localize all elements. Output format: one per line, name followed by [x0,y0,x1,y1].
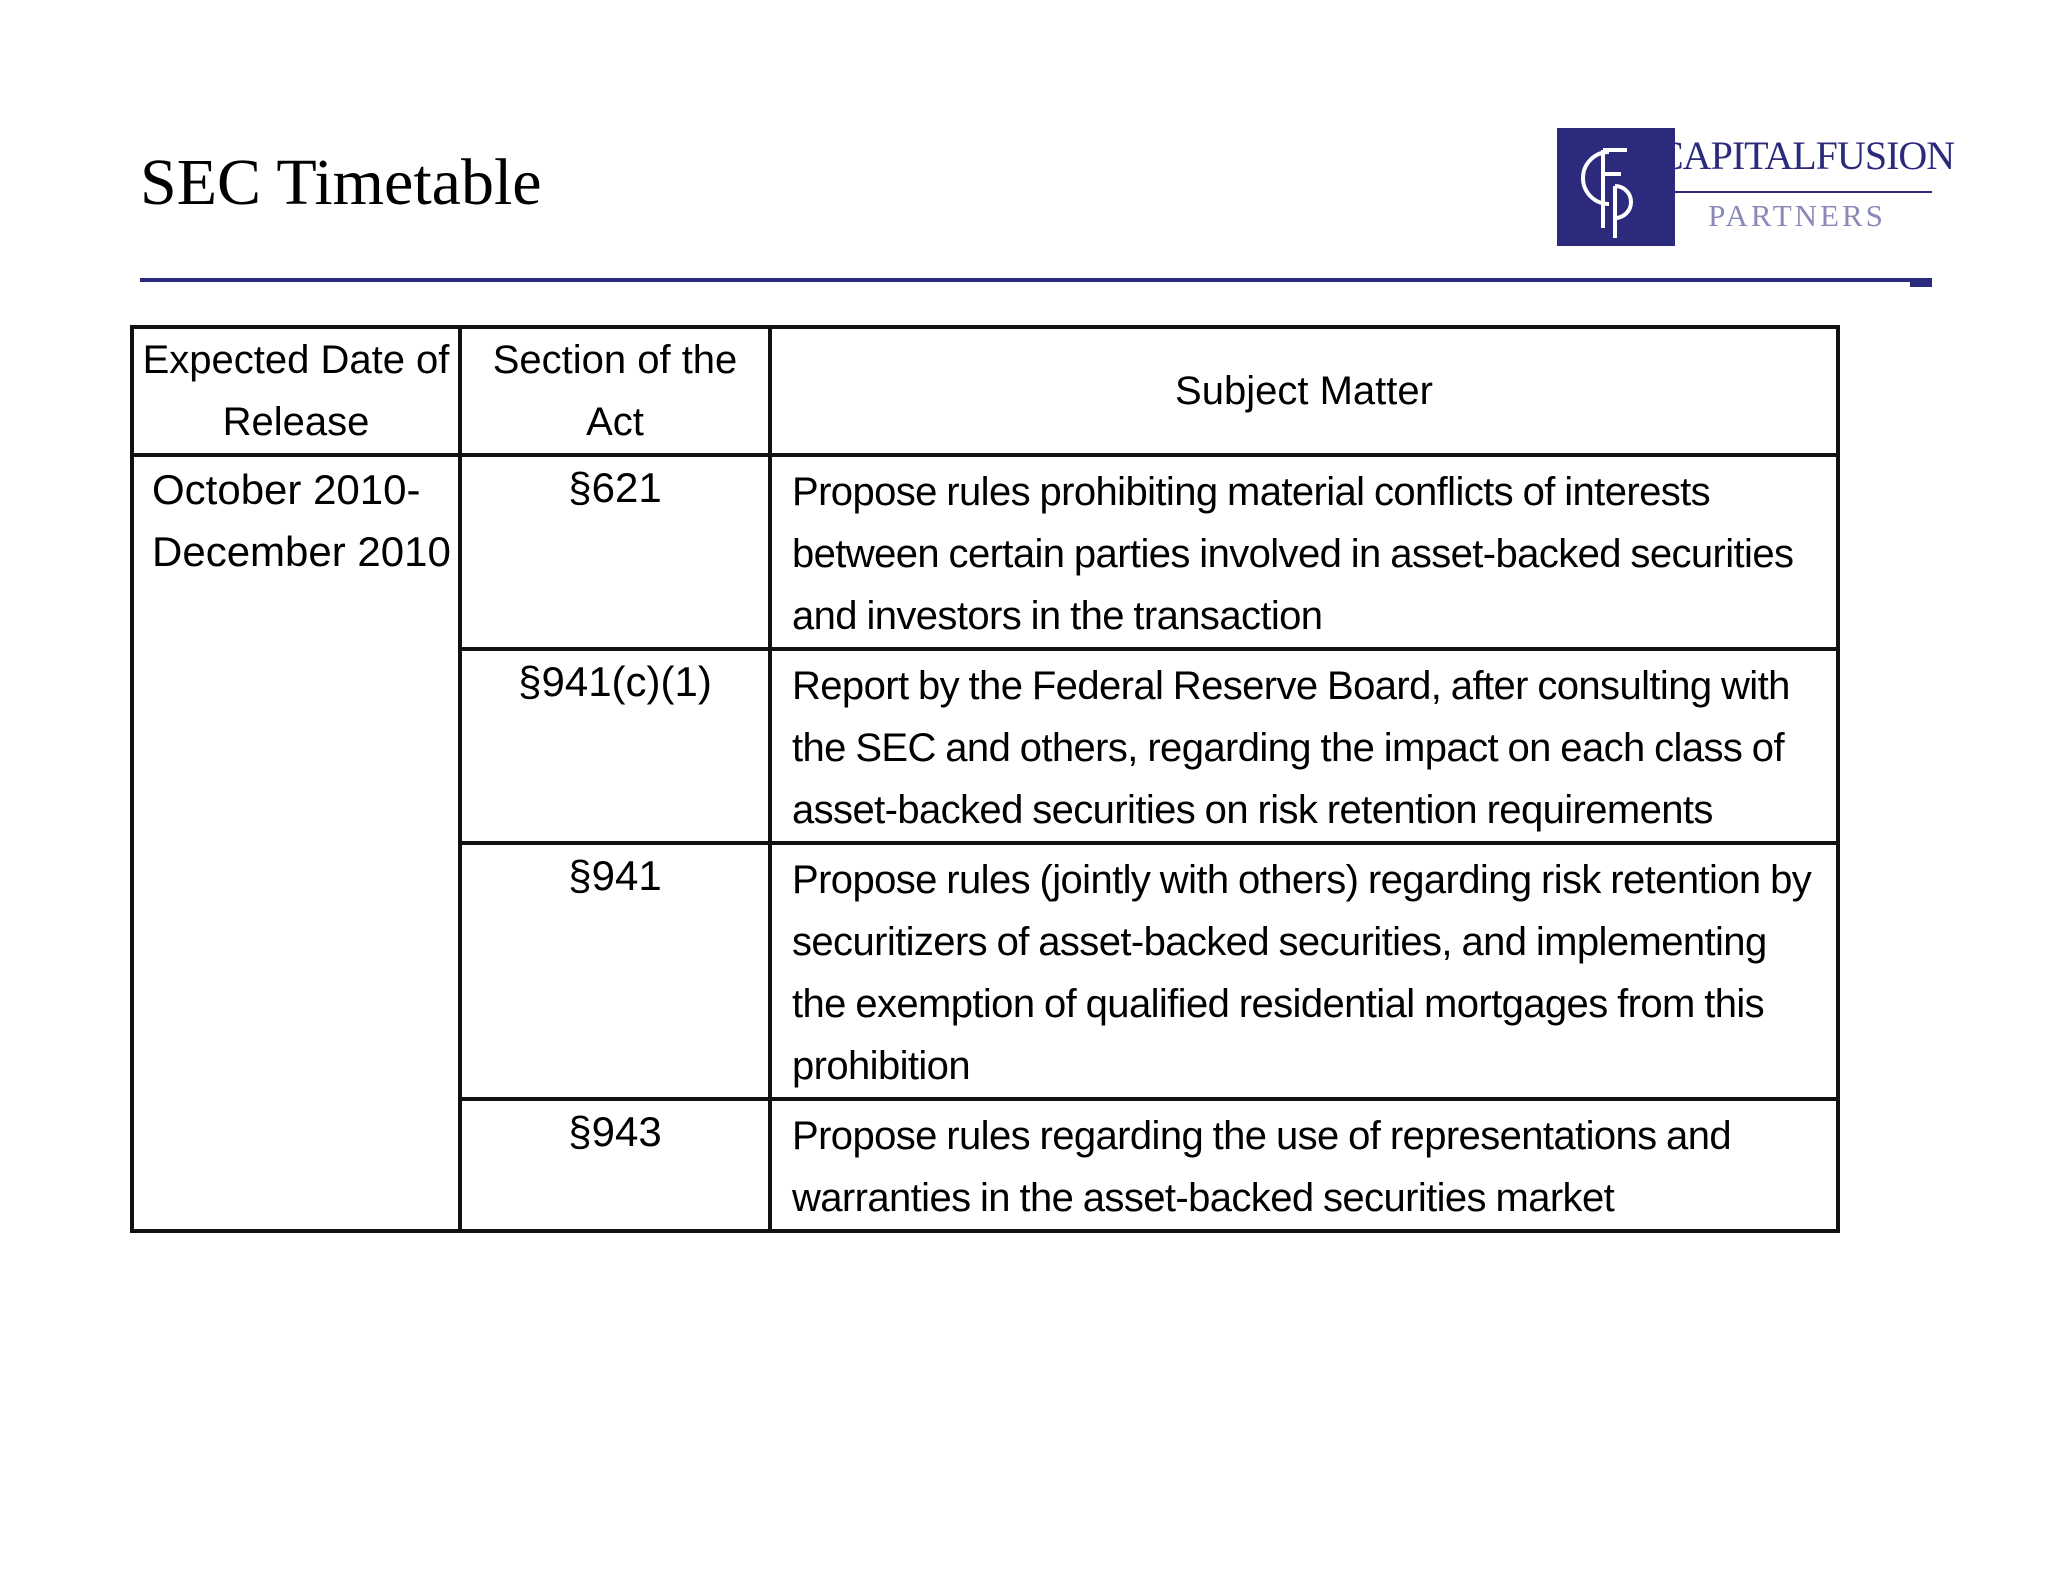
section-cell: §621 [460,455,770,649]
section-cell: §941(c)(1) [460,649,770,843]
logo-wordmark: CAPITALFUSION [1657,133,1955,178]
logo-subtitle: PARTNERS [1708,198,1886,233]
section-cell: §943 [460,1099,770,1231]
table-row [132,455,1838,649]
header-subject-matter: Subject Matter [770,327,1838,455]
subject-cell: Propose rules regarding the use of representations and warranties in the asset-backed securities market [770,1099,1838,1231]
header-expected-date: Expected Date of Release [132,327,460,455]
slide-title: SEC Timetable [140,146,542,219]
title-divider-end [1910,278,1932,287]
sec-timetable [130,325,1840,1233]
title-divider [140,278,1910,282]
header-section: Section of the Act [460,327,770,455]
subject-cell: Propose rules prohibiting material conflicts of interests between certain parties involved in asset-backed securities and investors in the transaction [770,455,1838,649]
release-date-start: October 2010- [152,466,421,513]
table-header-row [132,327,1838,455]
logo-divider [1660,191,1932,193]
release-date-end: December 2010 [152,528,451,575]
release-date-cell [132,455,460,1231]
subject-cell: Report by the Federal Reserve Board, after consulting with the SEC and others, regarding the impact on each class of asset-backed securities on risk retention requirements [770,649,1838,843]
subject-cell: Propose rules (jointly with others) regarding risk retention by securitizers of asset-backed securities, and implementing the exemption of qualified residential mortgages from this prohibition [770,843,1838,1099]
company-logo [1557,128,1955,246]
section-cell: §941 [460,843,770,1099]
